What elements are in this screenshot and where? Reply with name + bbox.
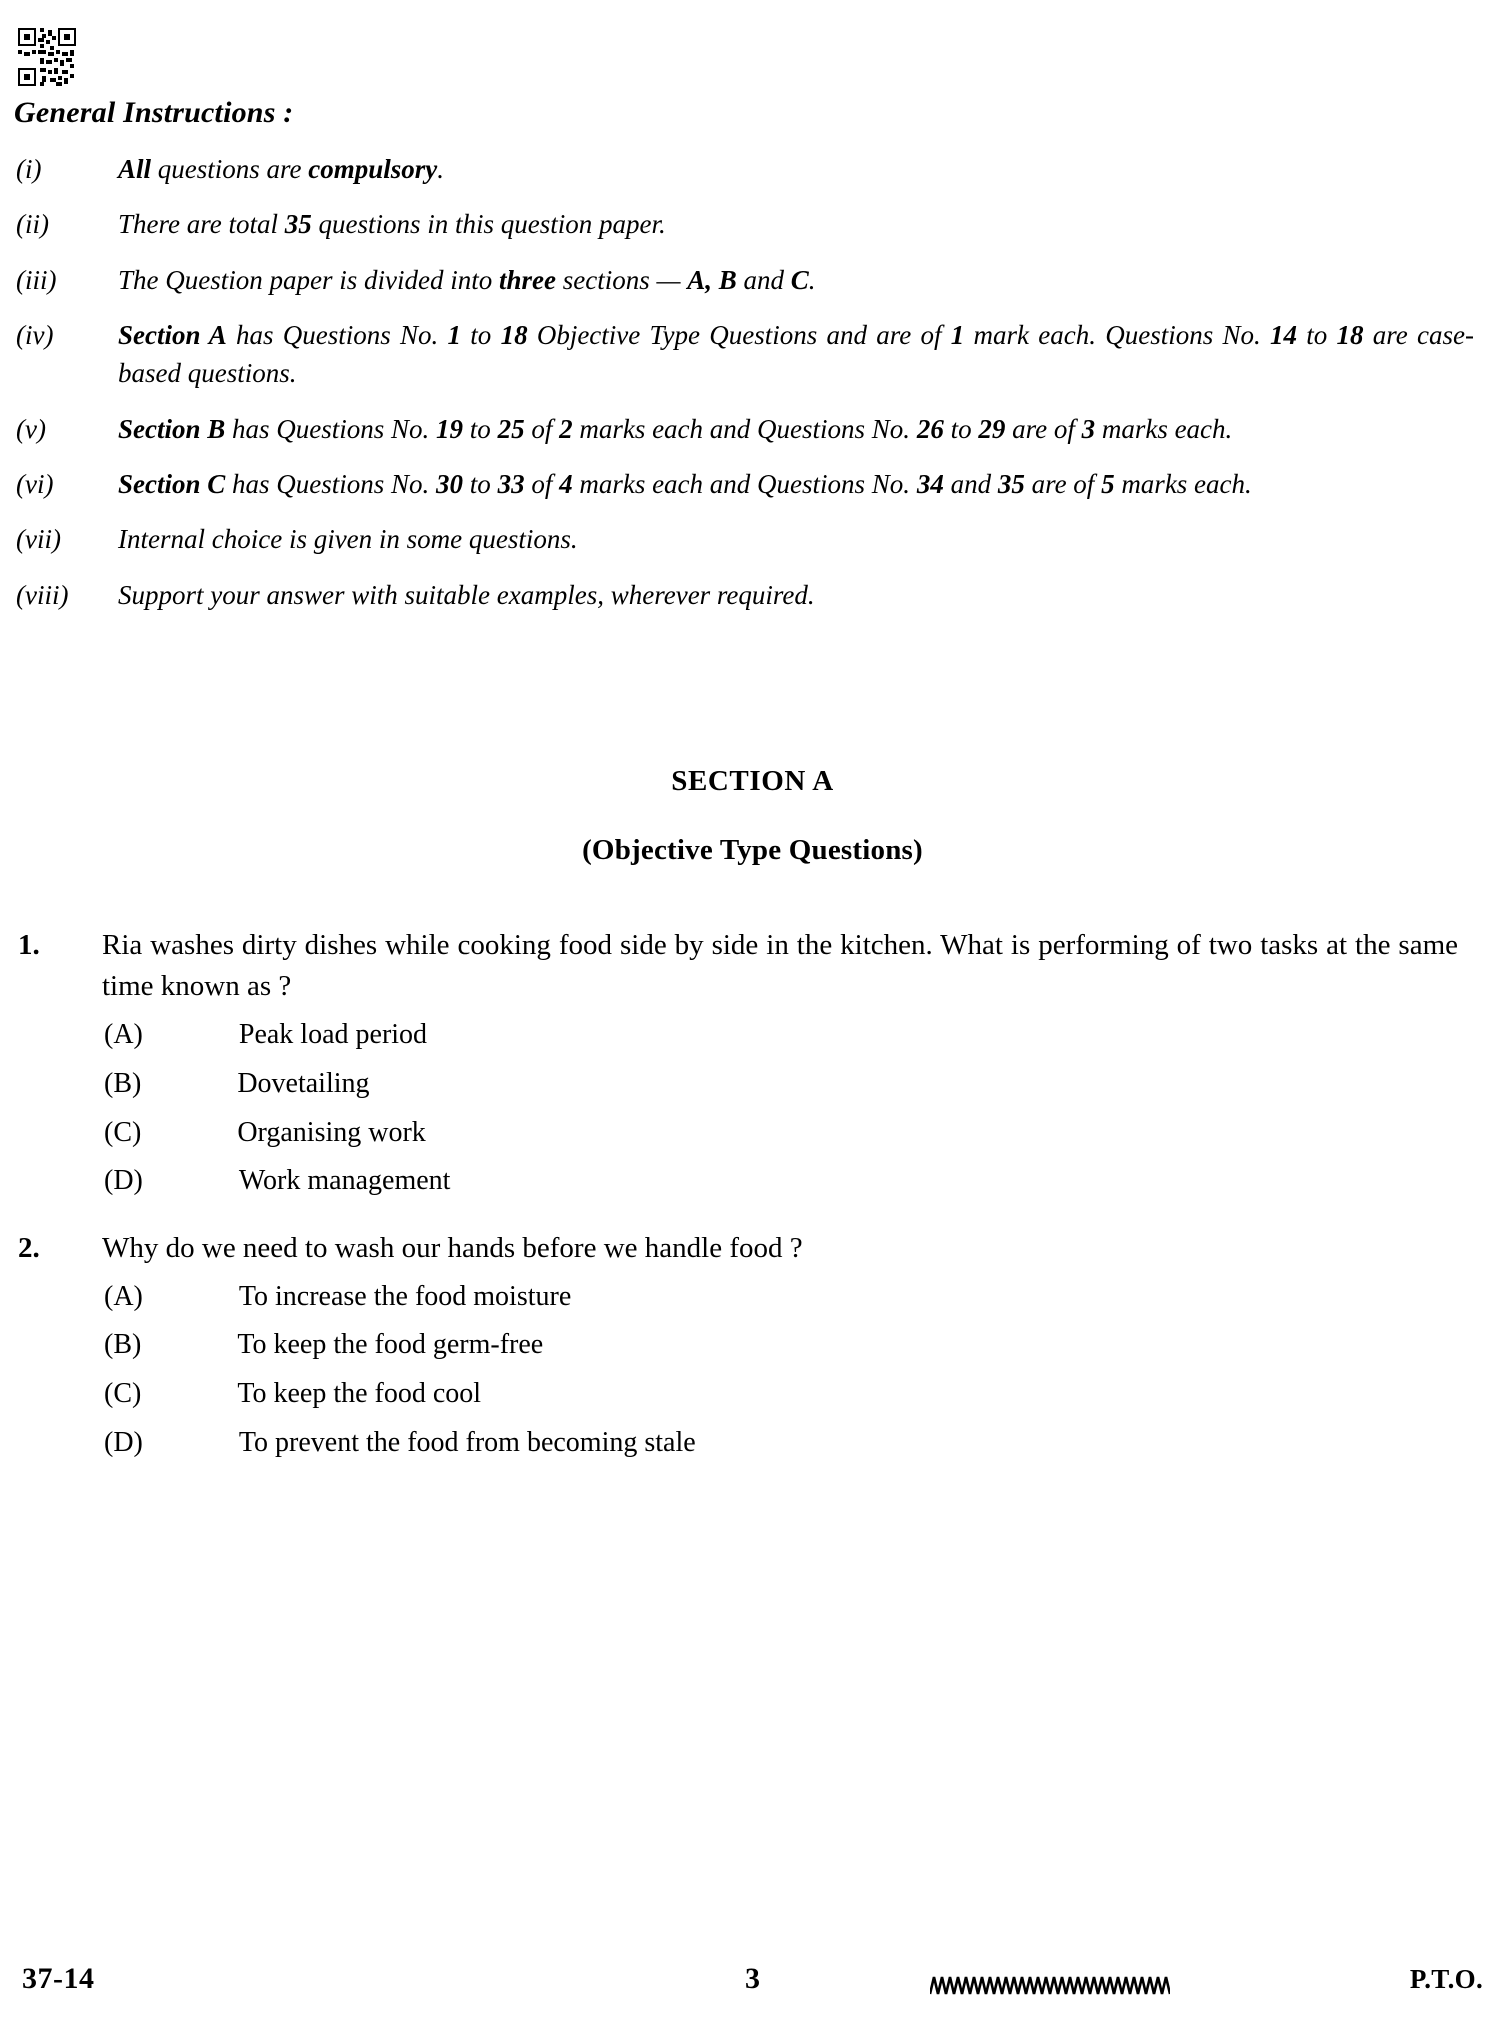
- option-label: Peak load period: [238, 1019, 428, 1051]
- instruction-text-part: has Questions No.: [225, 468, 437, 499]
- instruction-text-part: Section C: [118, 468, 226, 499]
- instruction-text-part: C: [790, 264, 809, 295]
- instruction-text: [118, 316, 1486, 393]
- instruction-text-part: 35: [997, 468, 1025, 499]
- instruction-text-part: questions are: [157, 154, 309, 184]
- instructions-list: [14, 150, 1486, 614]
- option-label: To keep the food cool: [237, 1378, 482, 1410]
- option-row[interactable]: [14, 1064, 1486, 1105]
- instruction-marker: (iii): [16, 264, 57, 295]
- instruction-text-part: The Question paper is divided into: [118, 264, 499, 295]
- instruction-text-part: .: [437, 154, 445, 184]
- option-label: Dovetailing: [237, 1067, 370, 1099]
- instruction-text-part: 19: [436, 413, 464, 444]
- section-heading: [0, 765, 1505, 867]
- instruction-text-part: marks each and Questions No.: [572, 413, 917, 444]
- instruction-text-part: 14: [1269, 319, 1297, 350]
- instruction-text: [118, 150, 1486, 188]
- instruction-text-part: 18: [500, 319, 528, 350]
- instruction-text-part: compulsory: [308, 154, 438, 184]
- instruction-item: [14, 205, 1486, 243]
- instruction-text-part: 29: [978, 413, 1006, 444]
- instruction-text-part: to: [463, 413, 498, 444]
- instruction-text-part: Objective Type Questions and are of: [527, 319, 951, 350]
- question-header: [14, 1228, 1486, 1269]
- instruction-text: [118, 205, 1486, 243]
- option-key: (A): [104, 1280, 143, 1312]
- option-row[interactable]: [14, 1161, 1486, 1202]
- instruction-text-part: has Questions No.: [226, 319, 448, 350]
- section-title: SECTION A: [671, 765, 834, 797]
- instruction-text-part: 35: [284, 209, 312, 240]
- instruction-marker: (vii): [16, 524, 61, 555]
- instruction-text: [118, 576, 1486, 614]
- option-label: Organising work: [237, 1116, 426, 1148]
- section-subtitle: (Objective Type Questions): [582, 834, 923, 866]
- instruction-item: [14, 465, 1486, 503]
- question-number: 2.: [18, 1231, 40, 1264]
- instruction-marker: (vi): [16, 468, 54, 499]
- instruction-text-part: marks each and Questions No.: [572, 468, 917, 499]
- instruction-item: [14, 576, 1486, 614]
- option-row[interactable]: [14, 1423, 1486, 1464]
- question-text: Ria washes dirty dishes while cooking food side by side in the kitchen. What is performing of two tasks at the same time known as ?: [102, 929, 1458, 1003]
- instruction-text-part: 18: [1336, 319, 1364, 350]
- option-key: (B): [104, 1329, 142, 1361]
- option-label: Work management: [238, 1165, 451, 1197]
- qr-code-icon: [18, 28, 76, 86]
- option-row[interactable]: [14, 1374, 1486, 1415]
- instruction-text-part: 33: [497, 468, 525, 499]
- option-key: (A): [104, 1019, 143, 1051]
- instruction-text-part: Support your answer with suitable examples, wherever required.: [118, 579, 815, 610]
- page-number: 3: [745, 1962, 760, 1995]
- instruction-text-part: A, B: [687, 264, 737, 295]
- instruction-text-part: Section A: [118, 319, 227, 350]
- question-number: 1.: [18, 929, 40, 961]
- pto-label: P.T.O.: [1409, 1964, 1483, 1994]
- instruction-text-part: 26: [916, 413, 944, 444]
- instruction-text-part: sections —: [555, 264, 688, 295]
- instruction-text-part: three: [498, 264, 556, 295]
- option-key: (C): [104, 1116, 142, 1148]
- instruction-text-part: to: [463, 468, 498, 499]
- instruction-text-part: and: [736, 264, 791, 295]
- option-key: (D): [104, 1165, 143, 1197]
- instruction-text-part: has Questions No.: [225, 413, 437, 444]
- instruction-item: [14, 520, 1486, 558]
- option-row[interactable]: [14, 1015, 1486, 1056]
- instruction-text-part: Internal choice is given in some questions.: [118, 524, 578, 555]
- instruction-text-part: to: [461, 319, 501, 350]
- options-list: [14, 1015, 1486, 1201]
- question-block: [14, 1228, 1486, 1464]
- instruction-text-part: mark each. Questions No.: [964, 319, 1270, 350]
- instruction-text-part: 2: [559, 413, 573, 444]
- question-text: Why do we need to wash our hands before we handle food ?: [102, 1231, 803, 1264]
- instruction-text-part: questions in this question paper.: [311, 209, 666, 240]
- instruction-text-part: Section B: [118, 413, 226, 444]
- general-instructions-heading: General Instructions :: [14, 96, 294, 129]
- zigzag-rule-icon: [930, 1972, 1170, 1998]
- general-instructions: [14, 96, 1486, 631]
- option-row[interactable]: [14, 1325, 1486, 1366]
- instruction-text-part: to: [943, 413, 979, 444]
- option-row[interactable]: [14, 1277, 1486, 1318]
- instruction-text-part: of: [524, 413, 560, 444]
- option-label: To prevent the food from becoming stale: [238, 1426, 696, 1458]
- instruction-text-part: are of: [1024, 468, 1102, 499]
- instruction-text-part: .: [808, 264, 816, 295]
- instruction-text-part: All: [118, 154, 158, 184]
- instruction-text-part: and: [943, 468, 998, 499]
- instruction-text-part: 1: [950, 319, 965, 350]
- instruction-marker: (ii): [16, 209, 49, 240]
- questions-list: [14, 925, 1486, 1489]
- instruction-item: [14, 410, 1486, 448]
- instruction-text-part: 5: [1101, 468, 1115, 499]
- option-key: (C): [104, 1378, 142, 1410]
- instruction-item: [14, 316, 1486, 393]
- instruction-text-part: marks each.: [1114, 468, 1252, 499]
- instruction-text-part: 3: [1081, 413, 1096, 444]
- option-key: (D): [104, 1426, 143, 1458]
- option-row[interactable]: [14, 1113, 1486, 1154]
- instruction-item: [14, 261, 1486, 299]
- instruction-text: [118, 261, 1486, 299]
- instruction-item: [14, 150, 1486, 188]
- instruction-marker: (iv): [16, 319, 54, 350]
- option-label: To increase the food moisture: [238, 1280, 572, 1312]
- instruction-text-part: 30: [436, 468, 464, 499]
- options-list: [14, 1277, 1486, 1463]
- instruction-text-part: to: [1296, 319, 1337, 350]
- option-label: To keep the food germ-free: [237, 1329, 544, 1361]
- instruction-text-part: are case-based questions.: [118, 319, 1474, 389]
- instruction-text-part: 34: [916, 468, 944, 499]
- instruction-text-part: 25: [497, 413, 525, 444]
- instruction-text: [118, 465, 1486, 503]
- instruction-marker: (viii): [16, 579, 69, 610]
- instruction-text-part: There are total: [118, 209, 285, 240]
- paper-code: 37-14: [22, 1962, 95, 1995]
- instruction-text-part: 4: [559, 468, 573, 499]
- instruction-text: [118, 520, 1486, 558]
- question-header: [14, 925, 1486, 1007]
- page-footer: [0, 1962, 1505, 2008]
- instruction-text-part: are of: [1005, 413, 1082, 444]
- option-key: (B): [104, 1067, 142, 1099]
- instruction-text-part: of: [524, 468, 560, 499]
- instruction-text: [118, 410, 1486, 448]
- instruction-text-part: 1: [447, 319, 462, 350]
- instruction-marker: (i): [16, 154, 42, 184]
- question-block: [14, 925, 1486, 1202]
- instruction-marker: (v): [16, 413, 46, 444]
- instruction-text-part: marks each.: [1095, 413, 1233, 444]
